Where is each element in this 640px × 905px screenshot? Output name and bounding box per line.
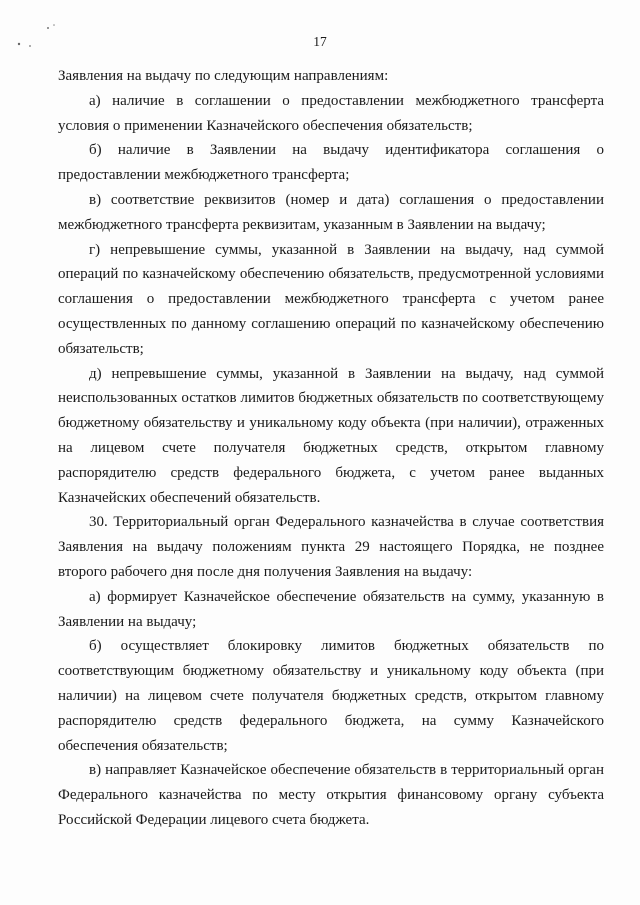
page-number: 17	[313, 34, 327, 49]
paragraph: а) наличие в соглашении о предоставлении межбюджетного трансферта условия о применении Казначейского обеспечения обязательств;	[58, 92, 604, 134]
paragraph: Заявления на выдачу по следующим направлениям:	[58, 68, 389, 84]
paragraph: б) наличие в Заявлении на выдачу идентификатора соглашения о предоставлении межбюджетного трансферта;	[58, 142, 604, 184]
paragraph: 30. Территориальный орган Федерального казначейства в случае соответствия Заявления на выдачу положениям пункта 29 настоящего Порядка, не позднее второго рабочего дня после дня получения Заявления на выдачу:	[58, 514, 604, 580]
document-body	[58, 64, 604, 833]
paragraph: г) непревышение суммы, указанной в Заявлении на выдачу, над суммой операций по казначейскому обеспечению обязательств, предусмотренной условиями соглашения о предоставлении межбюджетного трансферта с учетом ранее осуществленных по данному соглашению операций по казначейскому обеспечению обязательств;	[58, 241, 604, 357]
paragraph: б) осуществляет блокировку лимитов бюджетных обязательств по соответствующим бюджетному обязательству и уникальному коду объекта (при наличии) на лицевом счете получателя бюджетных средств, открытом главному распорядителю средств федерального бюджета, на сумму Казначейского обеспечения обязательств;	[58, 638, 604, 754]
paragraph: а) формирует Казначейское обеспечение обязательств на сумму, указанную в Заявлении на выдачу;	[58, 588, 604, 630]
paragraph: в) направляет Казначейское обеспечение обязательств в территориальный орган Федерального казначейства по месту открытия финансовому органу субъекта Российской Федерации лицевого счета бюджета.	[58, 762, 604, 828]
paragraph: д) непревышение суммы, указанной в Заявлении на выдачу, над суммой неиспользованных остатков лимитов бюджетных обязательств по соответствующему бюджетному обязательству и уникальному коду объекта (при наличии), отраженных на лицевом счете получателя бюджетных средств, открытом главному распорядителю средств федерального бюджета, с учетом ранее выданных Казначейских обеспечений обязательств.	[58, 365, 604, 506]
paragraph: в) соответствие реквизитов (номер и дата) соглашения о предоставлении межбюджетного трансферта реквизитам, указанным в Заявлении на выдачу;	[58, 191, 604, 233]
